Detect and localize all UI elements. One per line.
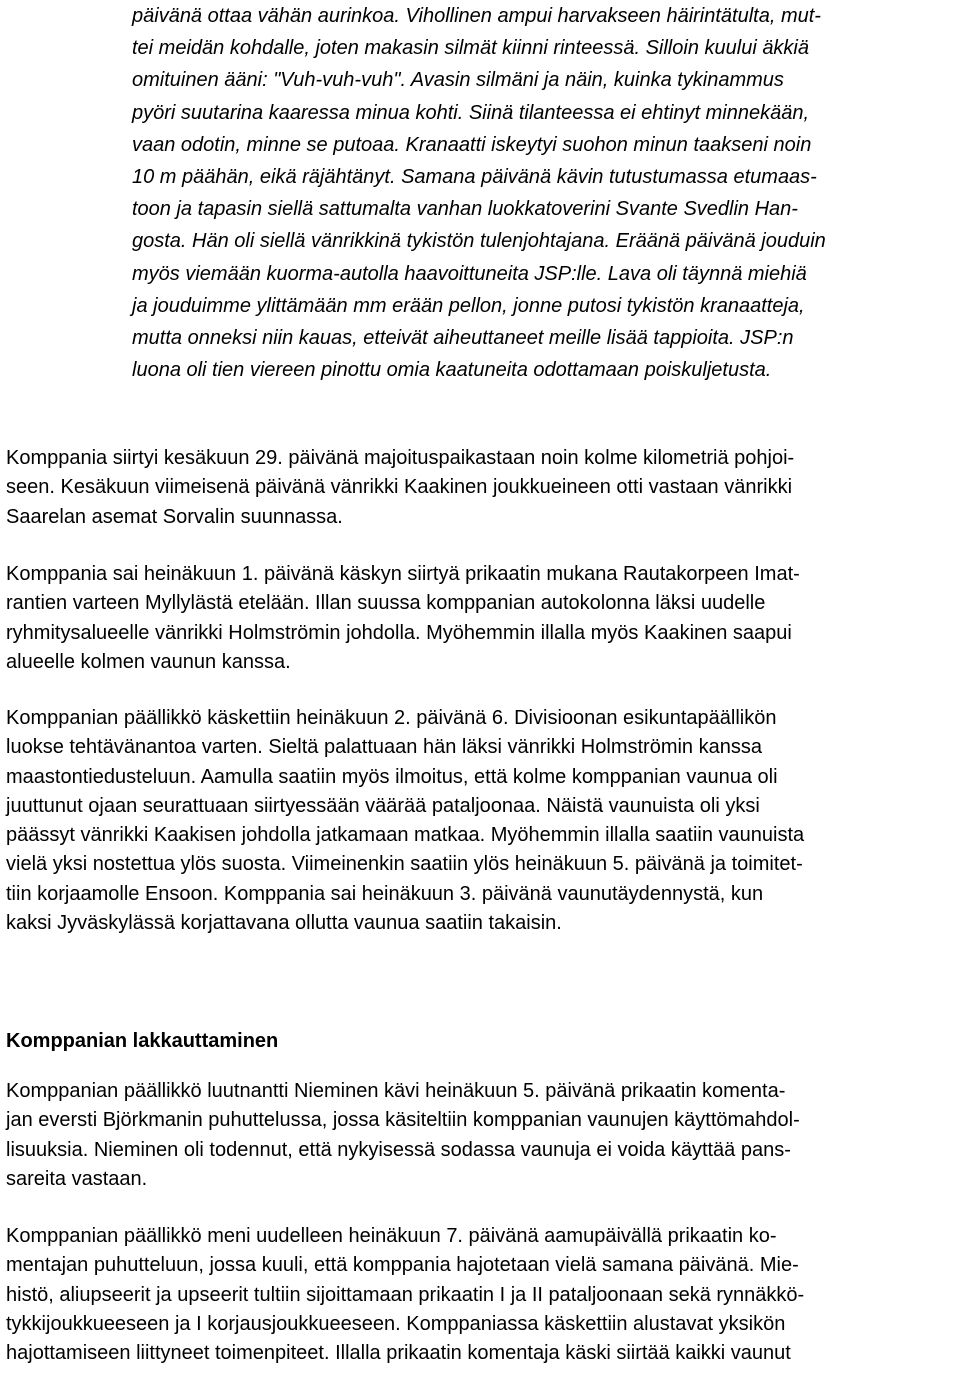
paragraph-line: maastontiedusteluun. Aamulla saatiin myös ilmoitus, että kolme komppanian vaunua oli: [6, 765, 778, 788]
quote-line: toon ja tapasin siellä sattumalta vanhan luokkatoverini Svante Svedlin Han-: [132, 198, 798, 221]
paragraph-line: sareita vastaan.: [6, 1167, 148, 1190]
quote-line: myös viemään kuorma-autolla haavoittuneita JSP:lle. Lava oli täynnä miehiä: [132, 262, 807, 285]
quote-line: mutta onneksi niin kauas, etteivät aiheuttaneet meille lisää tappioita. JSP:n: [132, 326, 794, 349]
paragraph-line: mentajan puhutteluun, jossa kuuli, että komppania hajotetaan vielä samana päivänä. Mie-: [6, 1254, 799, 1277]
paragraph-line: alueelle kolmen vaunun kanssa.: [6, 650, 291, 673]
quote-line: luona oli tien viereen pinottu omia kaatuneita odottamaan poiskuljetusta.: [132, 359, 772, 382]
quote-line: pyöri suutarina kaaressa minua kohti. Siinä tilanteessa ei ehtinyt minnekään,: [132, 101, 810, 124]
section-paragraph-1: [6, 1077, 960, 1194]
paragraph-line: seen. Kesäkuun viimeisenä päivänä vänrikki Kaakinen joukkueineen otti vastaan vänrikki: [6, 476, 793, 499]
quote-line: tei meidän kohdalle, joten makasin silmät kiinni rinteessä. Silloin kuului äkkiä: [132, 37, 810, 60]
quote-line: ja jouduimme ylittämään mm erään pellon, jonne putosi tykistön kranaatteja,: [132, 294, 805, 317]
paragraph-line: kaksi Jyväskylässä korjattavana ollutta vaunua saatiin takaisin.: [6, 912, 562, 935]
quote-line: vaan odotin, minne se putoaa. Kranaatti iskeytyi suohon minun taakseni noin: [132, 133, 812, 156]
paragraph-line: Komppania siirtyi kesäkuun 29. päivänä majoituspaikastaan noin kolme kilometriä pohjoi-: [6, 447, 795, 469]
paragraph-line: Saarelan asemat Sorvalin suunnassa.: [6, 505, 343, 528]
paragraph-line: Komppania sai heinäkuun 1. päivänä käskyn siirtyä prikaatin mukana Rautakorpeen Imat-: [6, 563, 800, 585]
paragraph-line: tykkijoukkueeseen ja I korjausjoukkueeseen. Komppaniassa käskettiin alustavat yksikön: [6, 1312, 786, 1335]
quote-line: omituinen ääni: "Vuh-vuh-vuh". Avasin silmäni ja näin, kuinka tykinammus: [132, 69, 784, 92]
paragraph-line: ryhmitysalueelle vänrikki Holmströmin johdolla. Myöhemmin illalla myös Kaakinen saapui: [6, 621, 792, 644]
paragraph-line: hajottamiseen liittyneet toimenpiteet. Illalla prikaatin komentaja käski siirtää kaikki vaunut: [6, 1342, 791, 1365]
paragraph-line: Komppanian päällikkö meni uudelleen heinäkuun 7. päivänä aamupäivällä prikaatin ko-: [6, 1225, 777, 1247]
paragraph-2: [6, 560, 960, 677]
paragraph-line: Komppanian päällikkö käskettiin heinäkuun 2. päivänä 6. Divisioonan esikuntapäällikön: [6, 707, 777, 729]
section-heading: Komppanian lakkauttaminen: [6, 1030, 279, 1052]
paragraph-3: [6, 704, 960, 938]
paragraph-line: Komppanian päällikkö luutnantti Nieminen kävi heinäkuun 5. päivänä prikaatin komenta-: [6, 1080, 786, 1102]
quote-line: päivänä ottaa vähän aurinkoa. Vihollinen ampui harvakseen häirintätulta, mut-: [132, 5, 821, 27]
paragraph-line: jan eversti Björkmanin puhuttelussa, jossa käsiteltiin komppanian vaunujen käyttömahdol-: [6, 1109, 800, 1132]
paragraph-line: histö, aliupseerit ja upseerit tultiin sijoittamaan prikaatin I ja II pataljoonaan sekä rynnäkkö-: [6, 1283, 805, 1306]
paragraph-line: luokse tehtävänantoa varten. Sieltä palattuaan hän läksi vänrikki Holmströmin kanssa: [6, 736, 762, 759]
paragraph-line: lisuuksia. Nieminen oli todennut, että nykyisessä sodassa vaunuja ei voida käyttää pans-: [6, 1138, 791, 1161]
quote-line: 10 m päähän, eikä räjähtänyt. Samana päivänä kävin tutustumassa etumaas-: [132, 165, 817, 188]
paragraph-1: [6, 444, 960, 532]
paragraph-line: vielä yksi nostettua ylös suosta. Viimeinenkin saatiin ylös heinäkuun 5. päivänä ja toimitet-: [6, 853, 803, 876]
paragraph-line: tiin korjaamolle Ensoon. Komppania sai heinäkuun 3. päivänä vaunutäydennystä, kun: [6, 882, 764, 905]
section-paragraph-2: [6, 1222, 960, 1368]
quoted-memoir-block: [132, 0, 960, 386]
paragraph-line: rantien varteen Myllylästä etelään. Illan suussa komppanian autokolonna läksi uudelle: [6, 592, 766, 615]
paragraph-line: juuttunut ojaan seurattuaan siirtyessään väärää pataljoonaa. Näistä vaunuista oli yksi: [6, 794, 760, 817]
paragraph-line: päässyt vänrikki Kaakisen johdolla jatkamaan matkaa. Myöhemmin illalla saatiin vaunuista: [6, 824, 805, 847]
quote-line: gosta. Hän oli siellä vänrikkinä tykistön tulenjohtajana. Eräänä päivänä jouduin: [132, 230, 826, 253]
